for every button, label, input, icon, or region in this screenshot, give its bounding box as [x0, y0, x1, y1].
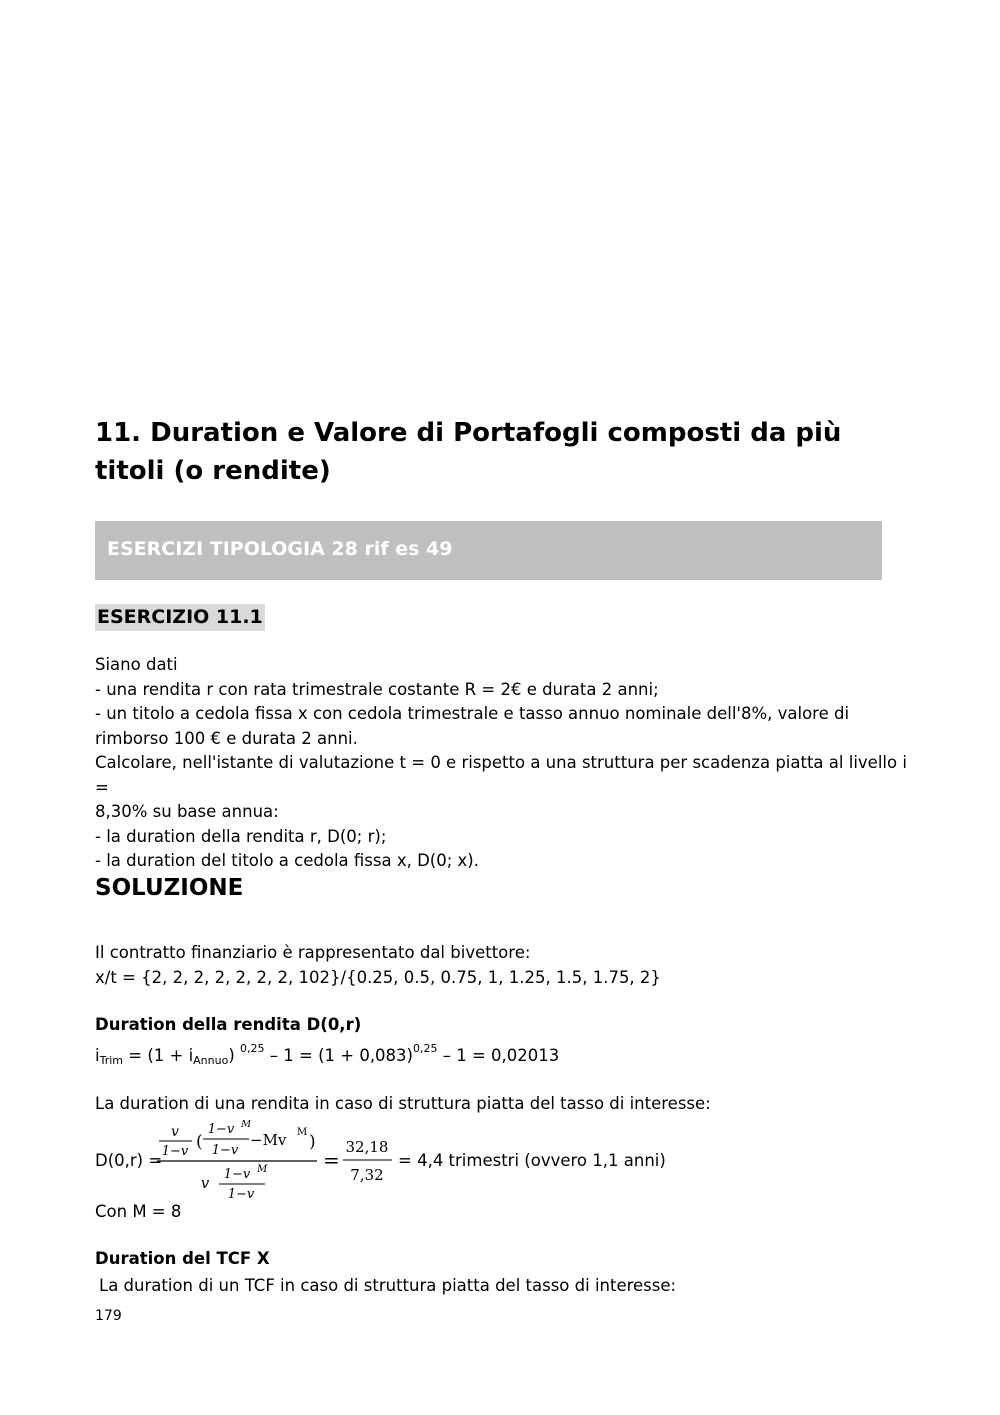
itrim-symbol: i — [95, 1046, 100, 1065]
formula-inner-num: 1−v — [207, 1122, 235, 1137]
itrim-close: ) — [228, 1046, 235, 1065]
formula-num-v: v — [171, 1124, 179, 1140]
exercise-title: ESERCIZIO 11.1 — [95, 604, 265, 631]
banner-label: ESERCIZI TIPOLOGIA 28 rif es 49 — [107, 538, 453, 560]
chapter-title: 11. Duration e Valore di Portafogli composti da più titoli (o rendite) — [95, 418, 842, 486]
contract-text — [95, 941, 915, 990]
duration-rendita-heading: Duration della rendita D(0,r) — [95, 1015, 362, 1034]
exercise-type-banner — [95, 521, 882, 580]
formula-den-den: 1−v — [227, 1187, 255, 1202]
exercise-line: - una rendita r con rata trimestrale costante R = 2€ e durata 2 anni; — [95, 679, 659, 699]
contract-line: Il contratto finanziario è rappresentato dal bivettore: — [95, 943, 531, 962]
formula-inner-exp: M — [241, 1120, 252, 1130]
duration-tcf-heading: Duration del TCF X — [95, 1249, 270, 1268]
formula-open-paren: ( — [196, 1132, 203, 1152]
exercise-text — [95, 653, 915, 874]
duration-rendita-description: La duration di una rendita in caso di struttura piatta del tasso di interesse: — [95, 1094, 711, 1113]
exercise-line: Calcolare, nell'istante di valutazione t = 0 e rispetto a una struttura per scadenza piatta al livello i = — [95, 753, 907, 797]
itrim-exponent-1: 0,25 — [240, 1042, 265, 1055]
contract-line: x/t = {2, 2, 2, 2, 2, 2, 2, 102}/{0.25, 0.5, 0.75, 1, 1.25, 1.5, 1.75, 2} — [95, 967, 661, 987]
duration-tcf-description: La duration di un TCF in caso di struttura piatta del tasso di interesse: — [99, 1276, 677, 1295]
formula-equals: = — [323, 1148, 340, 1172]
exercise-line: Siano dati — [95, 655, 178, 674]
itrim-exponent-2: 0,25 — [413, 1042, 438, 1055]
formula-mv-term: −Mv — [250, 1131, 287, 1149]
formula-den-exp: M — [257, 1164, 268, 1175]
exercise-line: - la duration della rendita r, D(0; r); — [95, 826, 387, 846]
page-number: 179 — [95, 1308, 122, 1324]
solution-title: SOLUZIONE — [95, 875, 244, 901]
formula-close-paren: ) — [309, 1132, 316, 1152]
itrim-result: – 1 = 0,02013 — [437, 1046, 560, 1065]
itrim-equation — [95, 1042, 559, 1067]
formula-inner-den: 1−v — [211, 1143, 239, 1158]
formula-num-den: 1−v — [161, 1144, 189, 1159]
itrim-subscript: Trim — [99, 1054, 123, 1067]
con-m-note: Con M = 8 — [95, 1202, 182, 1221]
formula-frac-den: 7,32 — [350, 1166, 384, 1184]
formula-result: = 4,4 trimestri (ovvero 1,1 anni) — [398, 1151, 666, 1170]
duration-formula — [95, 1120, 795, 1205]
exercise-line: - un titolo a cedola fissa x con cedola trimestrale e tasso annuo nominale dell'8%, valore di — [95, 704, 850, 723]
exercise-line: - la duration del titolo a cedola fissa x, D(0; x). — [95, 851, 479, 870]
iannuo-subscript: Annuo — [193, 1054, 229, 1067]
exercise-line: rimborso 100 € e durata 2 anni. — [95, 728, 358, 748]
formula-frac-num: 32,18 — [345, 1138, 389, 1156]
formula-mv-exp: M — [297, 1127, 308, 1138]
itrim-middle: – 1 = (1 + 0,083) — [264, 1046, 413, 1065]
formula-den-v: v — [200, 1174, 210, 1192]
exercise-line: 8,30% su base annua: — [95, 802, 279, 821]
formula-den-num: 1−v — [223, 1167, 251, 1182]
formula-lhs: D(0,r) = — [95, 1151, 163, 1170]
itrim-open: = (1 + i — [123, 1046, 194, 1065]
